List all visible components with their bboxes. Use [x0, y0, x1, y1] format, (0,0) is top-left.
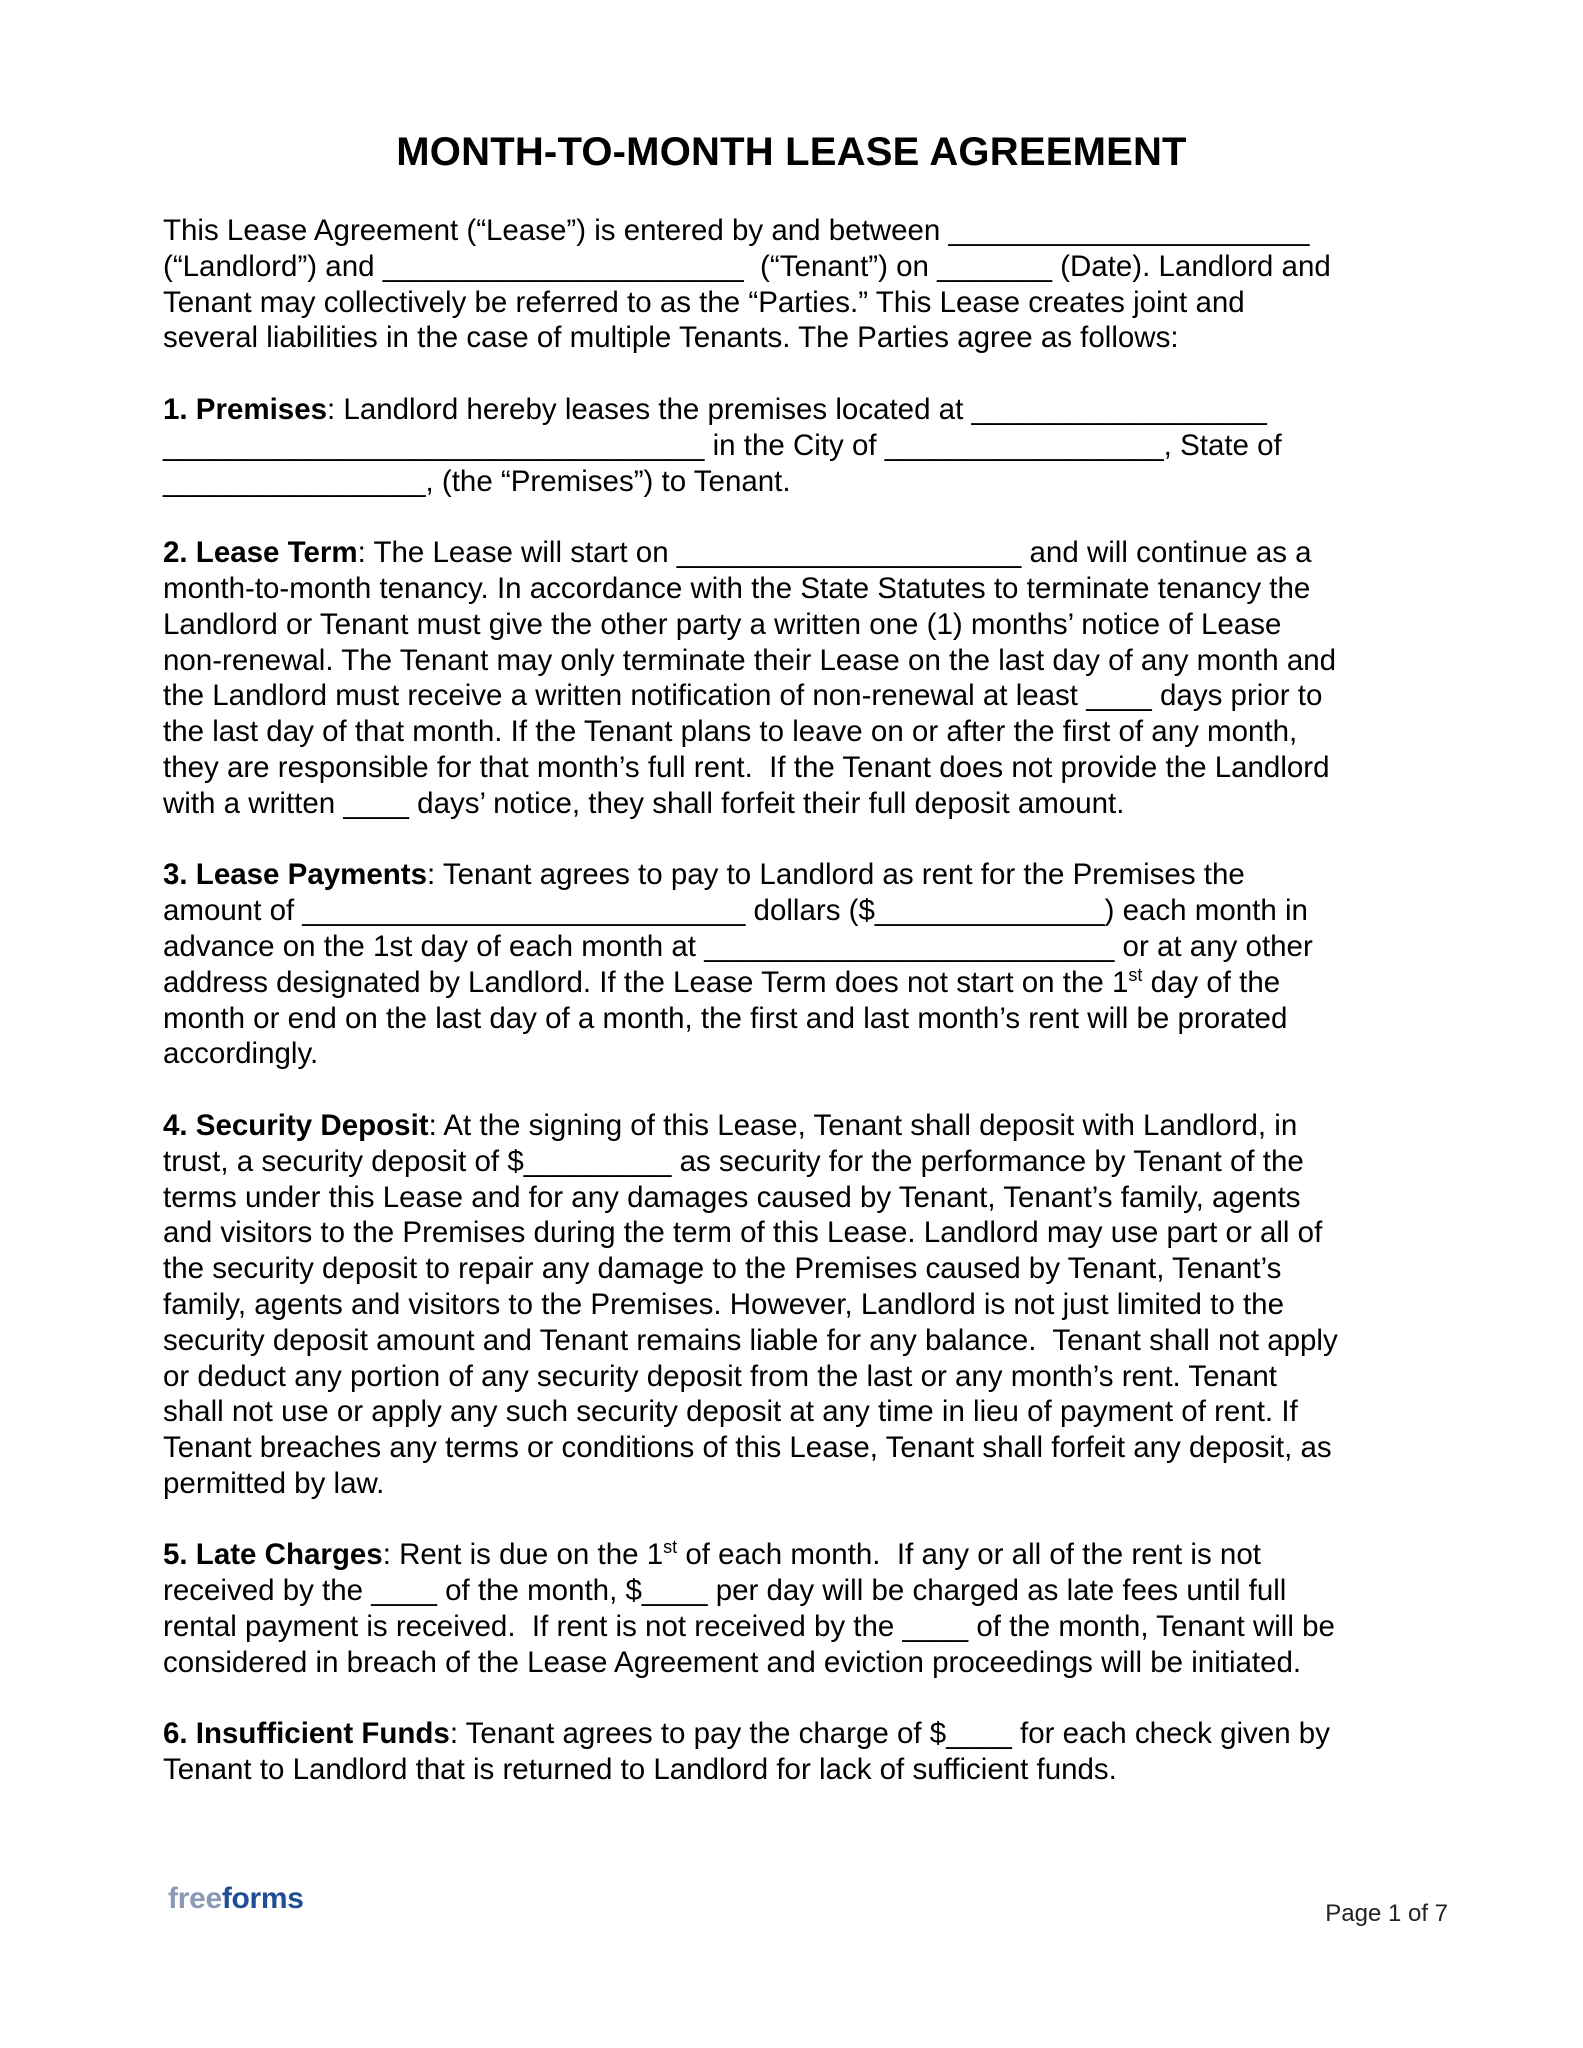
section-line: the last day of that month. If the Tenant plans to leave on or after the first of any month,: [163, 715, 1298, 749]
section-line: Tenant breaches any terms or conditions of this Lease, Tenant shall forfeit any deposit, as: [163, 1431, 1332, 1465]
section-line: month-to-month tenancy. In accordance with the State Statutes to terminate tenancy the: [163, 571, 1311, 605]
section-line: permitted by law.: [163, 1466, 385, 1500]
section-line: the Landlord must receive a written notification of non-renewal at least ____ days prior to: [163, 679, 1323, 713]
section-line: security deposit amount and Tenant remains liable for any balance. Tenant shall not apply: [163, 1323, 1338, 1357]
section-text: of each month. If any or all of the rent is not: [677, 1538, 1261, 1572]
section-line: received by the ____ of the month, $____ per day will be charged as late fees until full: [163, 1574, 1287, 1608]
section-heading: 6. Insufficient Funds: [163, 1717, 450, 1751]
section-line: ________________, (the “Premises”) to Tenant.: [163, 464, 791, 498]
section-line: trust, a security deposit of $_________ as security for the performance by Tenant of the: [163, 1144, 1304, 1178]
section-line: accordingly.: [163, 1037, 319, 1071]
section-lease-payments: [163, 857, 1433, 1072]
page-number: Page 1 of 7: [1325, 1900, 1448, 1927]
ordinal-superscript: st: [663, 1537, 678, 1558]
section-line: [163, 965, 1433, 1001]
logo-forms-text: forms: [221, 1882, 304, 1915]
section-line: shall not use or apply any such security deposit at any time in lieu of payment of rent. If: [163, 1395, 1298, 1429]
section-text: : Tenant agrees to pay to Landlord as rent for the Premises the: [427, 858, 1245, 892]
section-line: advance on the 1st day of each month at _________________________ or at any other: [163, 929, 1313, 963]
section-text: : At the signing of this Lease, Tenant shall deposit with Landlord, in: [428, 1108, 1298, 1142]
section-line: with a written ____ days’ notice, they shall forfeit their full deposit amount.: [163, 786, 1125, 820]
section-line: rental payment is received. If rent is not received by the ____ of the month, Tenant will be: [163, 1610, 1335, 1644]
section-heading: 1. Premises: [163, 392, 328, 426]
section-line: _________________________________ in the City of _________________, State of: [163, 428, 1282, 462]
section-line: and visitors to the Premises during the term of this Lease. Landlord may use part or all of: [163, 1216, 1323, 1250]
section-security-deposit: [163, 1108, 1433, 1502]
section-first-line: [163, 1716, 1433, 1752]
document-body: [163, 213, 1433, 1824]
section-line: amount of ___________________________ dollars ($______________) each month in: [163, 894, 1308, 928]
section-line: the security deposit to repair any damage to the Premises caused by Tenant, Tenant’s: [163, 1252, 1282, 1286]
intro-line: Tenant may collectively be referred to as the “Parties.” This Lease creates joint and: [163, 285, 1245, 319]
section-line: non-renewal. The Tenant may only terminate their Lease on the last day of any month and: [163, 643, 1337, 677]
section-line: they are responsible for that month’s full rent. If the Tenant does not provide the Landlord: [163, 750, 1330, 784]
section-first-line: [163, 1537, 1433, 1573]
section-text: : Rent is due on the 1: [382, 1538, 664, 1572]
document-title: MONTH-TO-MONTH LEASE AGREEMENT: [396, 130, 1187, 174]
section-first-line: [163, 1108, 1433, 1144]
logo-free-text: free: [168, 1882, 222, 1915]
section-line: family, agents and visitors to the Premises. However, Landlord is not just limited to the: [163, 1287, 1284, 1321]
section-late-charges: [163, 1537, 1433, 1680]
section-text: day of the: [1142, 965, 1281, 999]
section-text: address designated by Landlord. If the Lease Term does not start on the 1: [163, 965, 1129, 999]
intro-line: several liabilities in the case of multiple Tenants. The Parties agree as follows:: [163, 321, 1179, 355]
section-heading: 4. Security Deposit: [163, 1108, 429, 1142]
intro-line: (“Landlord”) and ______________________ (“Tenant”) on _______ (Date). Landlord and: [163, 249, 1331, 283]
section-insufficient-funds: [163, 1716, 1433, 1788]
section-first-line: [163, 857, 1433, 893]
section-heading: 3. Lease Payments: [163, 858, 428, 892]
section-first-line: [163, 535, 1433, 571]
section-line: considered in breach of the Lease Agreement and eviction proceedings will be initiated.: [163, 1645, 1302, 1679]
section-line: month or end on the last day of a month, the first and last month’s rent will be prorated: [163, 1001, 1288, 1035]
section-heading: 2. Lease Term: [163, 536, 358, 570]
intro-line: This Lease Agreement (“Lease”) is entered by and between ______________________: [163, 214, 1310, 247]
section-line: Tenant to Landlord that is returned to Landlord for lack of sufficient funds.: [163, 1753, 1117, 1787]
section-line: Landlord or Tenant must give the other party a written one (1) months’ notice of Lease: [163, 607, 1282, 641]
ordinal-superscript: st: [1128, 964, 1143, 985]
intro-paragraph: [163, 213, 1433, 356]
section-lease-term: [163, 535, 1433, 821]
section-line: or deduct any portion of any security deposit from the last or any month’s rent. Tenant: [163, 1359, 1277, 1393]
freeforms-logo: [168, 1882, 304, 1916]
section-premises: [163, 392, 1433, 499]
section-heading: 5. Late Charges: [163, 1538, 383, 1572]
section-text: : Tenant agrees to pay the charge of $____ for each check given by: [449, 1717, 1330, 1751]
section-line: terms under this Lease and for any damages caused by Tenant, Tenant’s family, agents: [163, 1180, 1301, 1214]
section-text: : The Lease will start on _____________________ and will continue as a: [357, 536, 1312, 570]
section-first-line: [163, 392, 1433, 428]
section-text: : Landlord hereby leases the premises located at __________________: [327, 392, 1267, 426]
